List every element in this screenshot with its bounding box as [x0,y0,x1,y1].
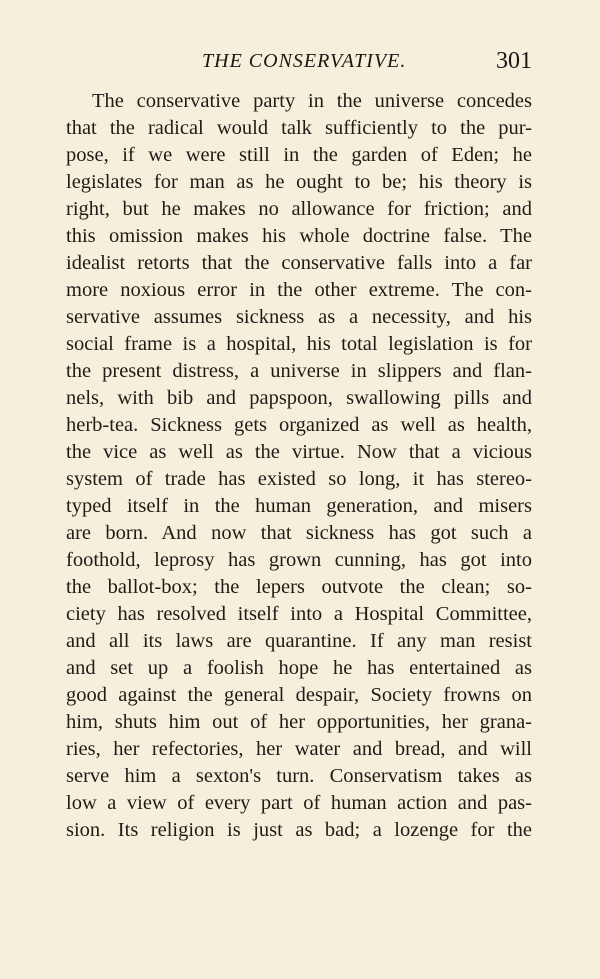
text-line: herb-tea. Sickness gets organized as well as health, [66,414,532,436]
text-line: idealist retorts that the conservative falls into a far [66,252,532,274]
running-title: THE CONSERVATIVE. [202,50,407,72]
text-line: right, but he makes no allowance for friction; and [66,198,532,220]
text-line: servative assumes sickness as a necessity, and his [66,306,532,328]
text-line: the vice as well as the virtue. Now that a vicious [66,441,532,463]
text-line: system of trade has existed so long, it has stereo- [66,468,532,490]
text-line: that the radical would talk sufficiently to the pur- [66,117,532,139]
text-line: pose, if we were still in the garden of Eden; he [66,144,532,166]
text-line: ries, her refectories, her water and bread, and will [66,738,532,760]
text-line: legislates for man as he ought to be; his theory is [66,171,532,193]
text-line: this omission makes his whole doctrine false. The [66,225,532,247]
text-line: him, shuts him out of her opportunities, her grana- [66,711,532,733]
text-line: typed itself in the human generation, and misers [66,495,532,517]
text-line: sion. Its religion is just as bad; a lozenge for the [66,819,532,841]
running-head [64,50,534,78]
page-number: 301 [496,48,532,74]
text-line: The conservative party in the universe concedes [92,90,532,112]
body-text [66,88,532,844]
text-line: more noxious error in the other extreme. The con- [66,279,532,301]
text-line: low a view of every part of human action and pas- [66,792,532,814]
text-line: nels, with bib and papspoon, swallowing pills and [66,387,532,409]
text-line: social frame is a hospital, his total legislation is for [66,333,532,355]
text-line: ciety has resolved itself into a Hospital Committee, [66,603,532,625]
text-line: serve him a sexton's turn. Conservatism takes as [66,765,532,787]
text-line: are born. And now that sickness has got such a [66,522,532,544]
text-line: the present distress, a universe in slippers and flan- [66,360,532,382]
text-line: the ballot-box; the lepers outvote the clean; so- [66,576,532,598]
text-line: good against the general despair, Society frowns on [66,684,532,706]
text-line: and all its laws are quarantine. If any man resist [66,630,532,652]
text-line: foothold, leprosy has grown cunning, has got into [66,549,532,571]
text-line: and set up a foolish hope he has entertained as [66,657,532,679]
